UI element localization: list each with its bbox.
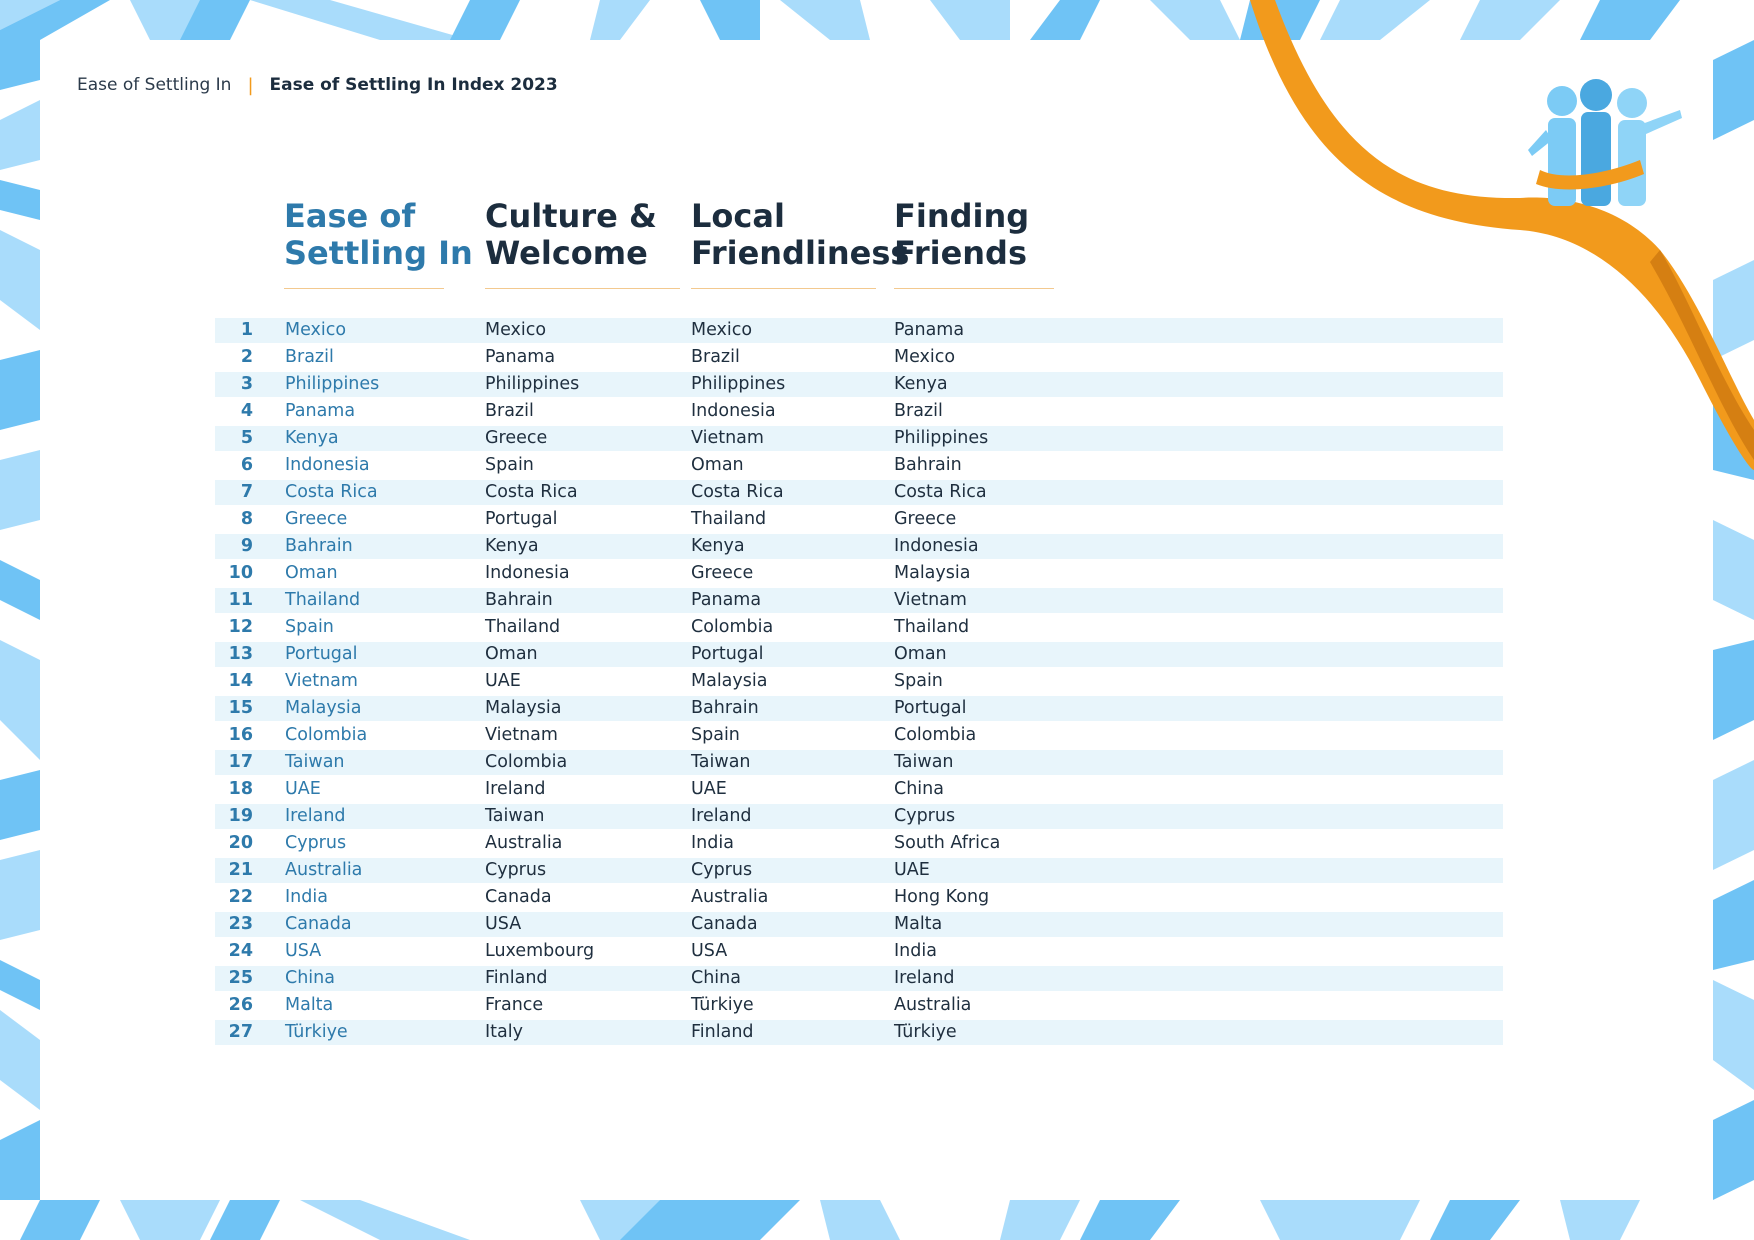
rank-number: 6 [240,455,253,475]
cell-ease-of-settling-in: UAE [285,779,321,799]
table-row [215,615,1503,640]
cell-culture-welcome: UAE [485,671,521,691]
cell-local-friendliness: Malaysia [691,671,768,691]
cell-ease-of-settling-in: Australia [285,860,363,880]
cell-finding-friends: China [894,779,944,799]
cell-finding-friends: Philippines [894,428,989,448]
cell-local-friendliness: UAE [691,779,727,799]
cell-local-friendliness: Oman [691,455,744,475]
rank-number: 24 [228,941,253,961]
cell-ease-of-settling-in: Canada [285,914,352,934]
rank-number: 23 [228,914,253,934]
cell-finding-friends: Colombia [894,725,977,745]
cell-culture-welcome: Bahrain [485,590,553,610]
cell-finding-friends: India [894,941,937,961]
rank-number: 8 [240,509,253,529]
cell-finding-friends: South Africa [894,833,1001,853]
cell-ease-of-settling-in: Greece [285,509,348,529]
cell-finding-friends: Australia [894,995,972,1015]
rank-number: 5 [240,428,253,448]
cell-culture-welcome: Spain [485,455,534,475]
cell-culture-welcome: Malaysia [485,698,562,718]
cell-finding-friends: Türkiye [894,1022,957,1042]
cell-local-friendliness: Vietnam [691,428,764,448]
rank-number: 26 [228,995,253,1015]
table-row [215,723,1503,748]
cell-culture-welcome: USA [485,914,522,934]
cell-culture-welcome: Indonesia [485,563,570,583]
cell-culture-welcome: France [485,995,544,1015]
rank-number: 9 [240,536,253,556]
cell-culture-welcome: Colombia [485,752,568,772]
cell-finding-friends: Panama [894,320,965,340]
cell-finding-friends: Vietnam [894,590,967,610]
table-row [215,966,1503,991]
cell-finding-friends: Oman [894,644,947,664]
cell-culture-welcome: Italy [485,1022,523,1042]
rank-number: 25 [228,968,253,988]
cell-ease-of-settling-in: Mexico [285,320,347,340]
cell-local-friendliness: Taiwan [691,752,751,772]
table-row [215,480,1503,505]
rank-number: 16 [228,725,253,745]
cell-culture-welcome: Costa Rica [485,482,578,502]
cell-ease-of-settling-in: Türkiye [285,1022,348,1042]
cell-local-friendliness: Cyprus [691,860,753,880]
cell-ease-of-settling-in: Indonesia [285,455,370,475]
rank-number: 15 [228,698,253,718]
table-row [215,885,1503,910]
table-row [215,912,1503,937]
rank-number: 22 [228,887,253,907]
cell-local-friendliness: Türkiye [691,995,754,1015]
cell-local-friendliness: Colombia [691,617,774,637]
cell-local-friendliness: Finland [691,1022,754,1042]
cell-ease-of-settling-in: Bahrain [285,536,353,556]
rank-number: 18 [228,779,253,799]
cell-culture-welcome: Oman [485,644,538,664]
table-row [215,642,1503,667]
table-row [215,345,1503,370]
table-row [215,399,1503,424]
cell-ease-of-settling-in: USA [285,941,322,961]
cell-ease-of-settling-in: Cyprus [285,833,347,853]
rank-number: 1 [240,320,253,340]
cell-finding-friends: Cyprus [894,806,956,826]
rank-number: 20 [228,833,253,853]
cell-local-friendliness: Canada [691,914,758,934]
table-row [215,453,1503,478]
cell-local-friendliness: Australia [691,887,769,907]
cell-ease-of-settling-in: Panama [285,401,356,421]
cell-culture-welcome: Ireland [485,779,546,799]
cell-finding-friends: Kenya [894,374,948,394]
table-row [215,993,1503,1018]
cell-culture-welcome: Brazil [485,401,534,421]
cell-culture-welcome: Canada [485,887,552,907]
table-row [215,372,1503,397]
rank-number: 7 [240,482,253,502]
cell-culture-welcome: Greece [485,428,548,448]
rank-number: 27 [228,1022,253,1042]
cell-finding-friends: Portugal [894,698,967,718]
cell-ease-of-settling-in: Brazil [285,347,334,367]
cell-local-friendliness: Greece [691,563,754,583]
rank-number: 17 [228,752,253,772]
cell-local-friendliness: Portugal [691,644,764,664]
cell-ease-of-settling-in: Costa Rica [285,482,378,502]
cell-local-friendliness: Thailand [691,509,767,529]
column-header-culture-welcome: Culture & Welcome [485,198,680,289]
cell-local-friendliness: Ireland [691,806,752,826]
table-row [215,318,1503,343]
table-row [215,426,1503,451]
rank-number: 11 [228,590,253,610]
rank-number: 14 [228,671,253,691]
table-row [215,1020,1503,1045]
cell-ease-of-settling-in: Vietnam [285,671,358,691]
cell-local-friendliness: Brazil [691,347,740,367]
breadcrumb [77,72,558,98]
cell-finding-friends: Costa Rica [894,482,987,502]
column-header-ease-of-settling-in: Ease of Settling In [284,198,444,289]
ranking-table [215,318,1503,1047]
breadcrumb-current: Ease of Settling In Index 2023 [269,75,558,95]
table-row [215,831,1503,856]
table-row [215,561,1503,586]
cell-ease-of-settling-in: Malta [285,995,334,1015]
table-row [215,669,1503,694]
cell-ease-of-settling-in: Thailand [285,590,361,610]
cell-culture-welcome: Australia [485,833,563,853]
cell-finding-friends: Ireland [894,968,955,988]
column-header-local-friendliness: Local Friendliness [691,198,876,289]
table-row [215,696,1503,721]
cell-local-friendliness: USA [691,941,728,961]
cell-finding-friends: Greece [894,509,957,529]
rank-number: 12 [228,617,253,637]
cell-local-friendliness: Indonesia [691,401,776,421]
breadcrumb-section[interactable]: Ease of Settling In [77,75,232,95]
cell-finding-friends: Spain [894,671,943,691]
cell-ease-of-settling-in: India [285,887,328,907]
cell-finding-friends: Taiwan [894,752,954,772]
table-row [215,939,1503,964]
cell-finding-friends: Indonesia [894,536,979,556]
cell-finding-friends: Bahrain [894,455,962,475]
table-row [215,777,1503,802]
cell-culture-welcome: Taiwan [485,806,545,826]
cell-local-friendliness: India [691,833,734,853]
cell-culture-welcome: Portugal [485,509,558,529]
rank-number: 19 [228,806,253,826]
cell-local-friendliness: China [691,968,741,988]
cell-local-friendliness: Bahrain [691,698,759,718]
rank-number: 2 [240,347,253,367]
table-row [215,804,1503,829]
cell-culture-welcome: Panama [485,347,556,367]
cell-culture-welcome: Luxembourg [485,941,595,961]
cell-ease-of-settling-in: Taiwan [285,752,345,772]
cell-local-friendliness: Kenya [691,536,745,556]
cell-ease-of-settling-in: Malaysia [285,698,362,718]
table-row [215,507,1503,532]
cell-ease-of-settling-in: Colombia [285,725,368,745]
cell-culture-welcome: Thailand [485,617,561,637]
rank-number: 13 [228,644,253,664]
cell-ease-of-settling-in: Oman [285,563,338,583]
table-row [215,588,1503,613]
cell-finding-friends: UAE [894,860,930,880]
cell-finding-friends: Brazil [894,401,943,421]
cell-ease-of-settling-in: Ireland [285,806,346,826]
cell-local-friendliness: Mexico [691,320,753,340]
cell-ease-of-settling-in: Philippines [285,374,380,394]
cell-ease-of-settling-in: Portugal [285,644,358,664]
cell-finding-friends: Thailand [894,617,970,637]
rank-number: 21 [228,860,253,880]
cell-ease-of-settling-in: China [285,968,335,988]
cell-local-friendliness: Costa Rica [691,482,784,502]
rank-number: 3 [240,374,253,394]
cell-local-friendliness: Panama [691,590,762,610]
cell-finding-friends: Malta [894,914,943,934]
table-row [215,534,1503,559]
breadcrumb-separator: | [247,74,254,96]
cell-local-friendliness: Spain [691,725,740,745]
rank-number: 4 [240,401,253,421]
column-header-finding-friends: Finding Friends [894,198,1054,289]
cell-culture-welcome: Kenya [485,536,539,556]
cell-finding-friends: Hong Kong [894,887,990,907]
table-row [215,858,1503,883]
table-row [215,750,1503,775]
cell-culture-welcome: Vietnam [485,725,558,745]
cell-local-friendliness: Philippines [691,374,786,394]
cell-ease-of-settling-in: Spain [285,617,334,637]
cell-culture-welcome: Mexico [485,320,547,340]
cell-culture-welcome: Cyprus [485,860,547,880]
cell-culture-welcome: Philippines [485,374,580,394]
cell-culture-welcome: Finland [485,968,548,988]
rank-number: 10 [228,563,253,583]
cell-ease-of-settling-in: Kenya [285,428,339,448]
cell-finding-friends: Malaysia [894,563,971,583]
cell-finding-friends: Mexico [894,347,956,367]
